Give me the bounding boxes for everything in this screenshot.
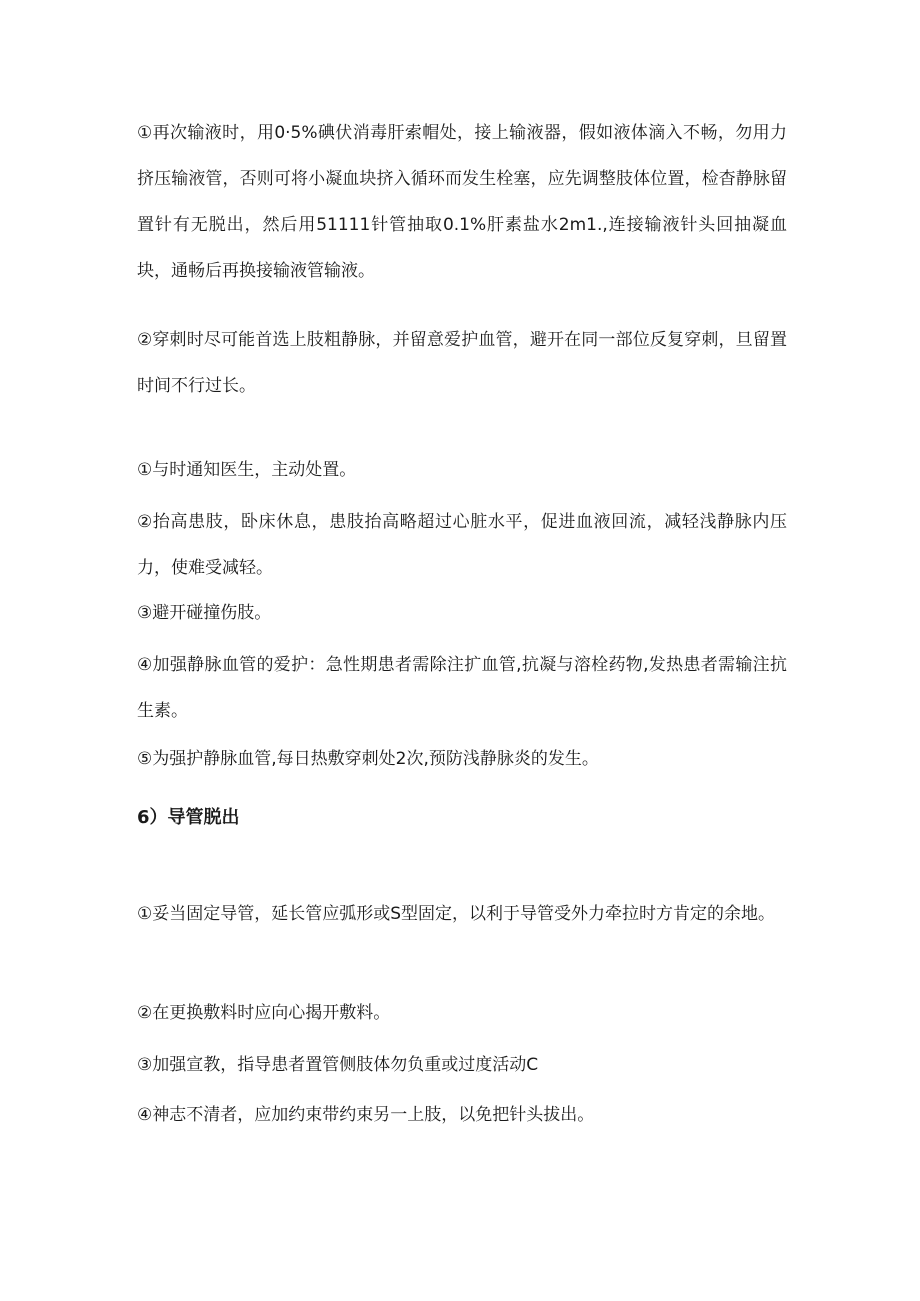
paragraph-elevate-limb: ②抬高患肢，卧床休息，患肢抬高略超过心脏水平，促进血液回流，减轻浅静脉内压力，使难受减轻。 bbox=[137, 512, 787, 578]
paragraph-avoid-collision: ③避开碰撞伤肢。 bbox=[137, 603, 272, 623]
paragraph-notify-doctor: ①与时通知医生，主动处置。 bbox=[137, 460, 357, 480]
paragraph-flush-catheter: ①再次输液时，用0·5%碘伏消毒肝索帽处，接上输液器，假如液体滴入不畅，勿用力挤压输液管，否则可将小凝血块挤入循环而发生栓塞，应先调整肢体位置，检杳静脉留置针有无脱出，然后用51111针管抽取0.1%肝素盐水2m1.,连接输液针头回抽凝血块，通畅后再换接输液管输液。 bbox=[137, 123, 787, 281]
paragraph-restraint: ④神志不清者，应加约束带约束另一上肢，以免把针头拔出。 bbox=[137, 1105, 595, 1125]
paragraph-patient-education: ③加强宣教，指导患者置管侧肢体勿负重或过度活动C bbox=[137, 1055, 539, 1075]
paragraph-secure-catheter: ①妥当固定导管，延长管应弧形或S型固定，以利于导管受外力牵拉时方肯定的余地。 bbox=[137, 904, 776, 924]
paragraph-puncture-site: ②穿刺时尽可能首选上肢粗静脉，并留意爱护血管，避开在同一部位反复穿刺，旦留置时间不行过长。 bbox=[137, 330, 787, 396]
paragraph-hot-compress: ⑤为强护静脉血管,每日热敷穿刺处2次,预防浅静脉炎的发生。 bbox=[137, 749, 599, 769]
section-heading-catheter-dislodgement: 6）导管脱出 bbox=[137, 807, 240, 828]
paragraph-change-dressing: ②在更换敷料时应向心揭开敷料。 bbox=[137, 1003, 391, 1023]
paragraph-vessel-protection: ④加强静脉血管的爱护：急性期患者需除注扩血管,抗凝与溶栓药物,发热患者需输注抗生素。 bbox=[137, 655, 787, 721]
